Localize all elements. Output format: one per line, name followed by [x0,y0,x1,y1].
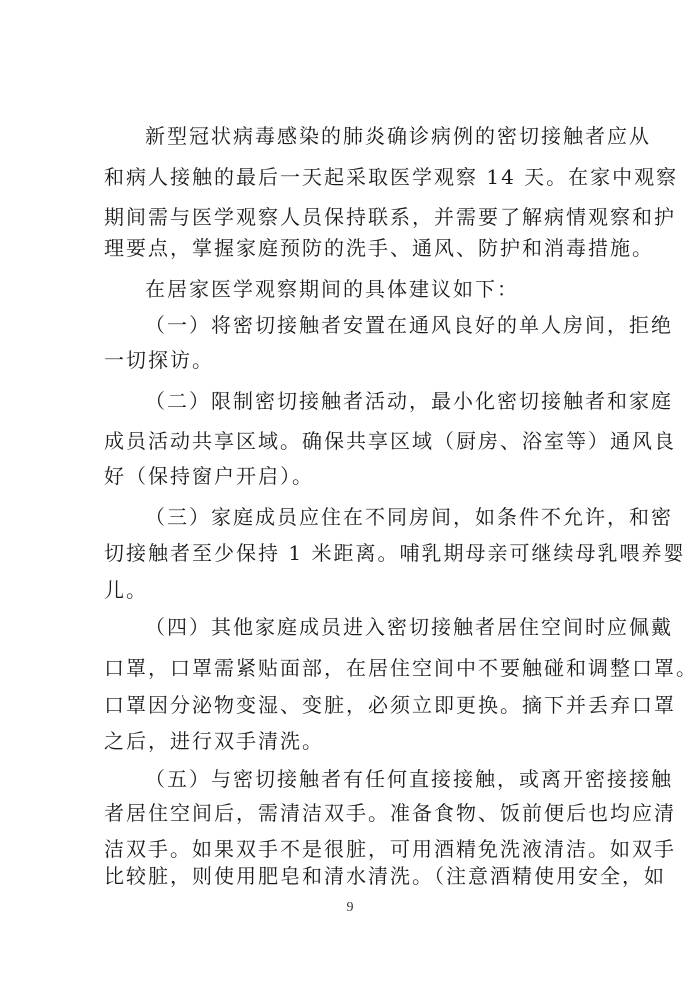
text-line [0,573,700,607]
text-line [0,119,700,153]
line-text: （一）将密切接触者安置在通风良好的单人房间，拒绝 [145,313,673,337]
line-text: 切接触者至少保持 1 米距离。哺乳期母亲可继续母乳喂养婴 [104,541,686,565]
line-text: 儿。 [104,578,148,602]
line-text: 者居住空间后，需清洁双手。准备食物、饭前便后也均应清 [104,801,676,825]
text-line [0,688,700,722]
line-text: 口罩，口罩需紧贴面部，在居住空间中不要触碰和调整口罩。 [104,656,698,680]
text-line [0,459,700,493]
text-line [0,200,700,234]
line-text: （三）家庭成员应住在不同房间，如条件不允许，和密 [145,505,673,529]
line-text: 比较脏，则使用肥皂和清水清洗。（注意酒精使用安全，如 [104,864,666,888]
text-line [0,651,700,685]
line-text: 好（保持窗户开启）。 [104,464,314,488]
text-line [0,424,700,458]
text-line [0,272,700,306]
text-line [0,724,700,758]
text-line [0,536,700,570]
line-text: 洁双手。如果双手不是很脏，可用酒精免洗液清洁。如双手 [104,837,676,861]
line-text: （四）其他家庭成员进入密切接触者居住空间时应佩戴 [145,615,673,639]
text-line [0,859,700,893]
line-text: 在居家医学观察期间的具体建议如下： [145,277,519,301]
text-line [0,308,700,342]
text-line [0,160,700,194]
text-line [0,231,700,265]
line-text: 口罩因分泌物变湿、变脏，必须立即更换。摘下并丢弃口罩 [104,693,676,717]
line-text: 期间需与医学观察人员保持联系，并需要了解病情观察和护 [104,205,676,229]
text-line [0,762,700,796]
line-text: 和病人接触的最后一天起采取医学观察 14 天。在家中观察 [104,165,679,189]
text-line [0,796,700,830]
text-line [0,610,700,644]
text-line [0,500,700,534]
page-number: 9 [346,900,354,915]
text-line [0,384,700,418]
line-text: 成员活动共享区域。确保共享区域（厨房、浴室等）通风良 [104,429,676,453]
line-text: 一切探访。 [104,348,214,372]
line-text: （二）限制密切接触者活动，最小化密切接触者和家庭 [145,389,673,413]
line-text: 之后，进行双手清洗。 [104,729,324,753]
text-line [0,343,700,377]
line-text: （五）与密切接触者有任何直接接触，或离开密接接触 [145,767,673,791]
line-text: 理要点，掌握家庭预防的洗手、通风、防护和消毒措施。 [104,236,654,260]
line-text: 新型冠状病毒感染的肺炎确诊病例的密切接触者应从 [145,124,651,148]
